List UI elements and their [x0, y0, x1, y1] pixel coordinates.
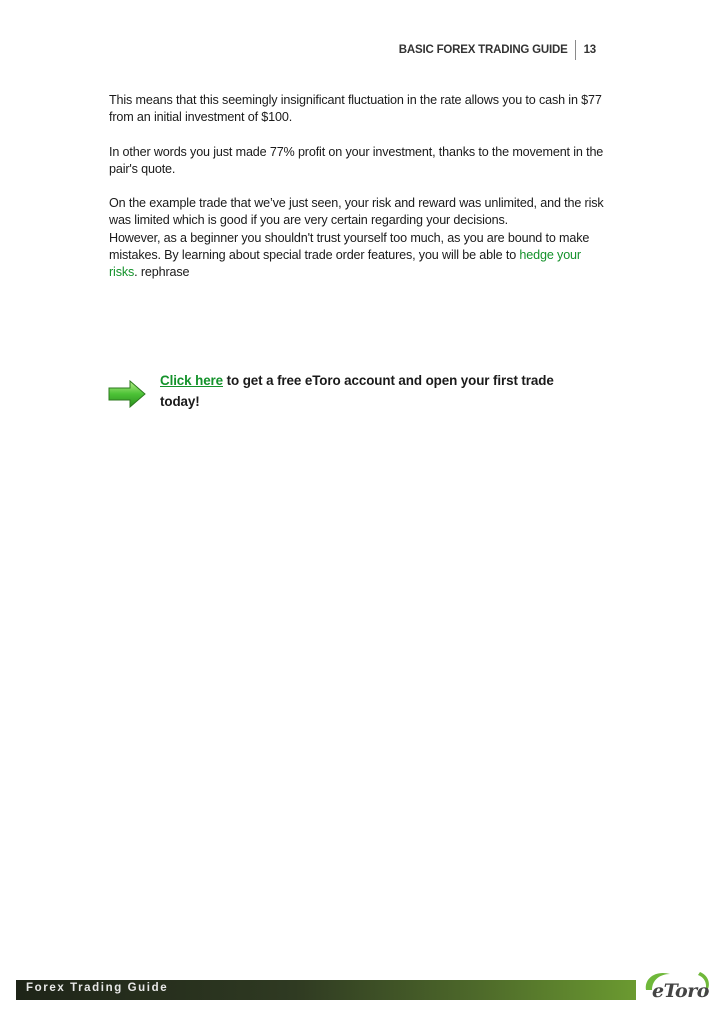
etoro-logo — [640, 968, 716, 1008]
page-number: 13 — [583, 44, 596, 56]
body-text — [109, 92, 609, 298]
header-divider — [575, 40, 576, 60]
hedge-text-after: . rephrase — [134, 265, 190, 279]
cta-text — [160, 370, 590, 412]
paragraph-risk-reward: On the example trade that we’ve just seen, your risk and reward was unlimited, and the risk was limited which is good if you are very certain regarding your decisions. — [109, 196, 604, 228]
hedge-your-risks-link[interactable]: hedge your risks — [109, 247, 581, 279]
logo-text: eToro — [652, 980, 709, 1002]
hedge-text-before: However, as a beginner you shouldn't trust yourself too much, as you are bound to make mistakes. By learning about special trade order features, you will be able to — [109, 230, 590, 262]
guide-title: BASIC FOREX TRADING GUIDE — [398, 44, 568, 56]
paragraph-hedge — [109, 230, 609, 282]
footer-label: Forex Trading Guide — [26, 982, 169, 994]
footer-bar — [16, 980, 636, 1000]
page-header — [399, 40, 596, 60]
paragraph-profit: In other words you just made 77% profit on your investment, thanks to the movement in the pair's quote. — [109, 144, 604, 176]
right-arrow-icon[interactable] — [108, 380, 146, 408]
cta-rest-text: to get a free eToro account and open your first trade today! — [160, 373, 554, 409]
click-here-link[interactable]: Click here — [160, 373, 224, 388]
call-to-action — [108, 370, 578, 418]
paragraph-fluctuation: This means that this seemingly insignificant fluctuation in the rate allows you to cash in $77 from an initial investment of $100. — [109, 93, 602, 125]
